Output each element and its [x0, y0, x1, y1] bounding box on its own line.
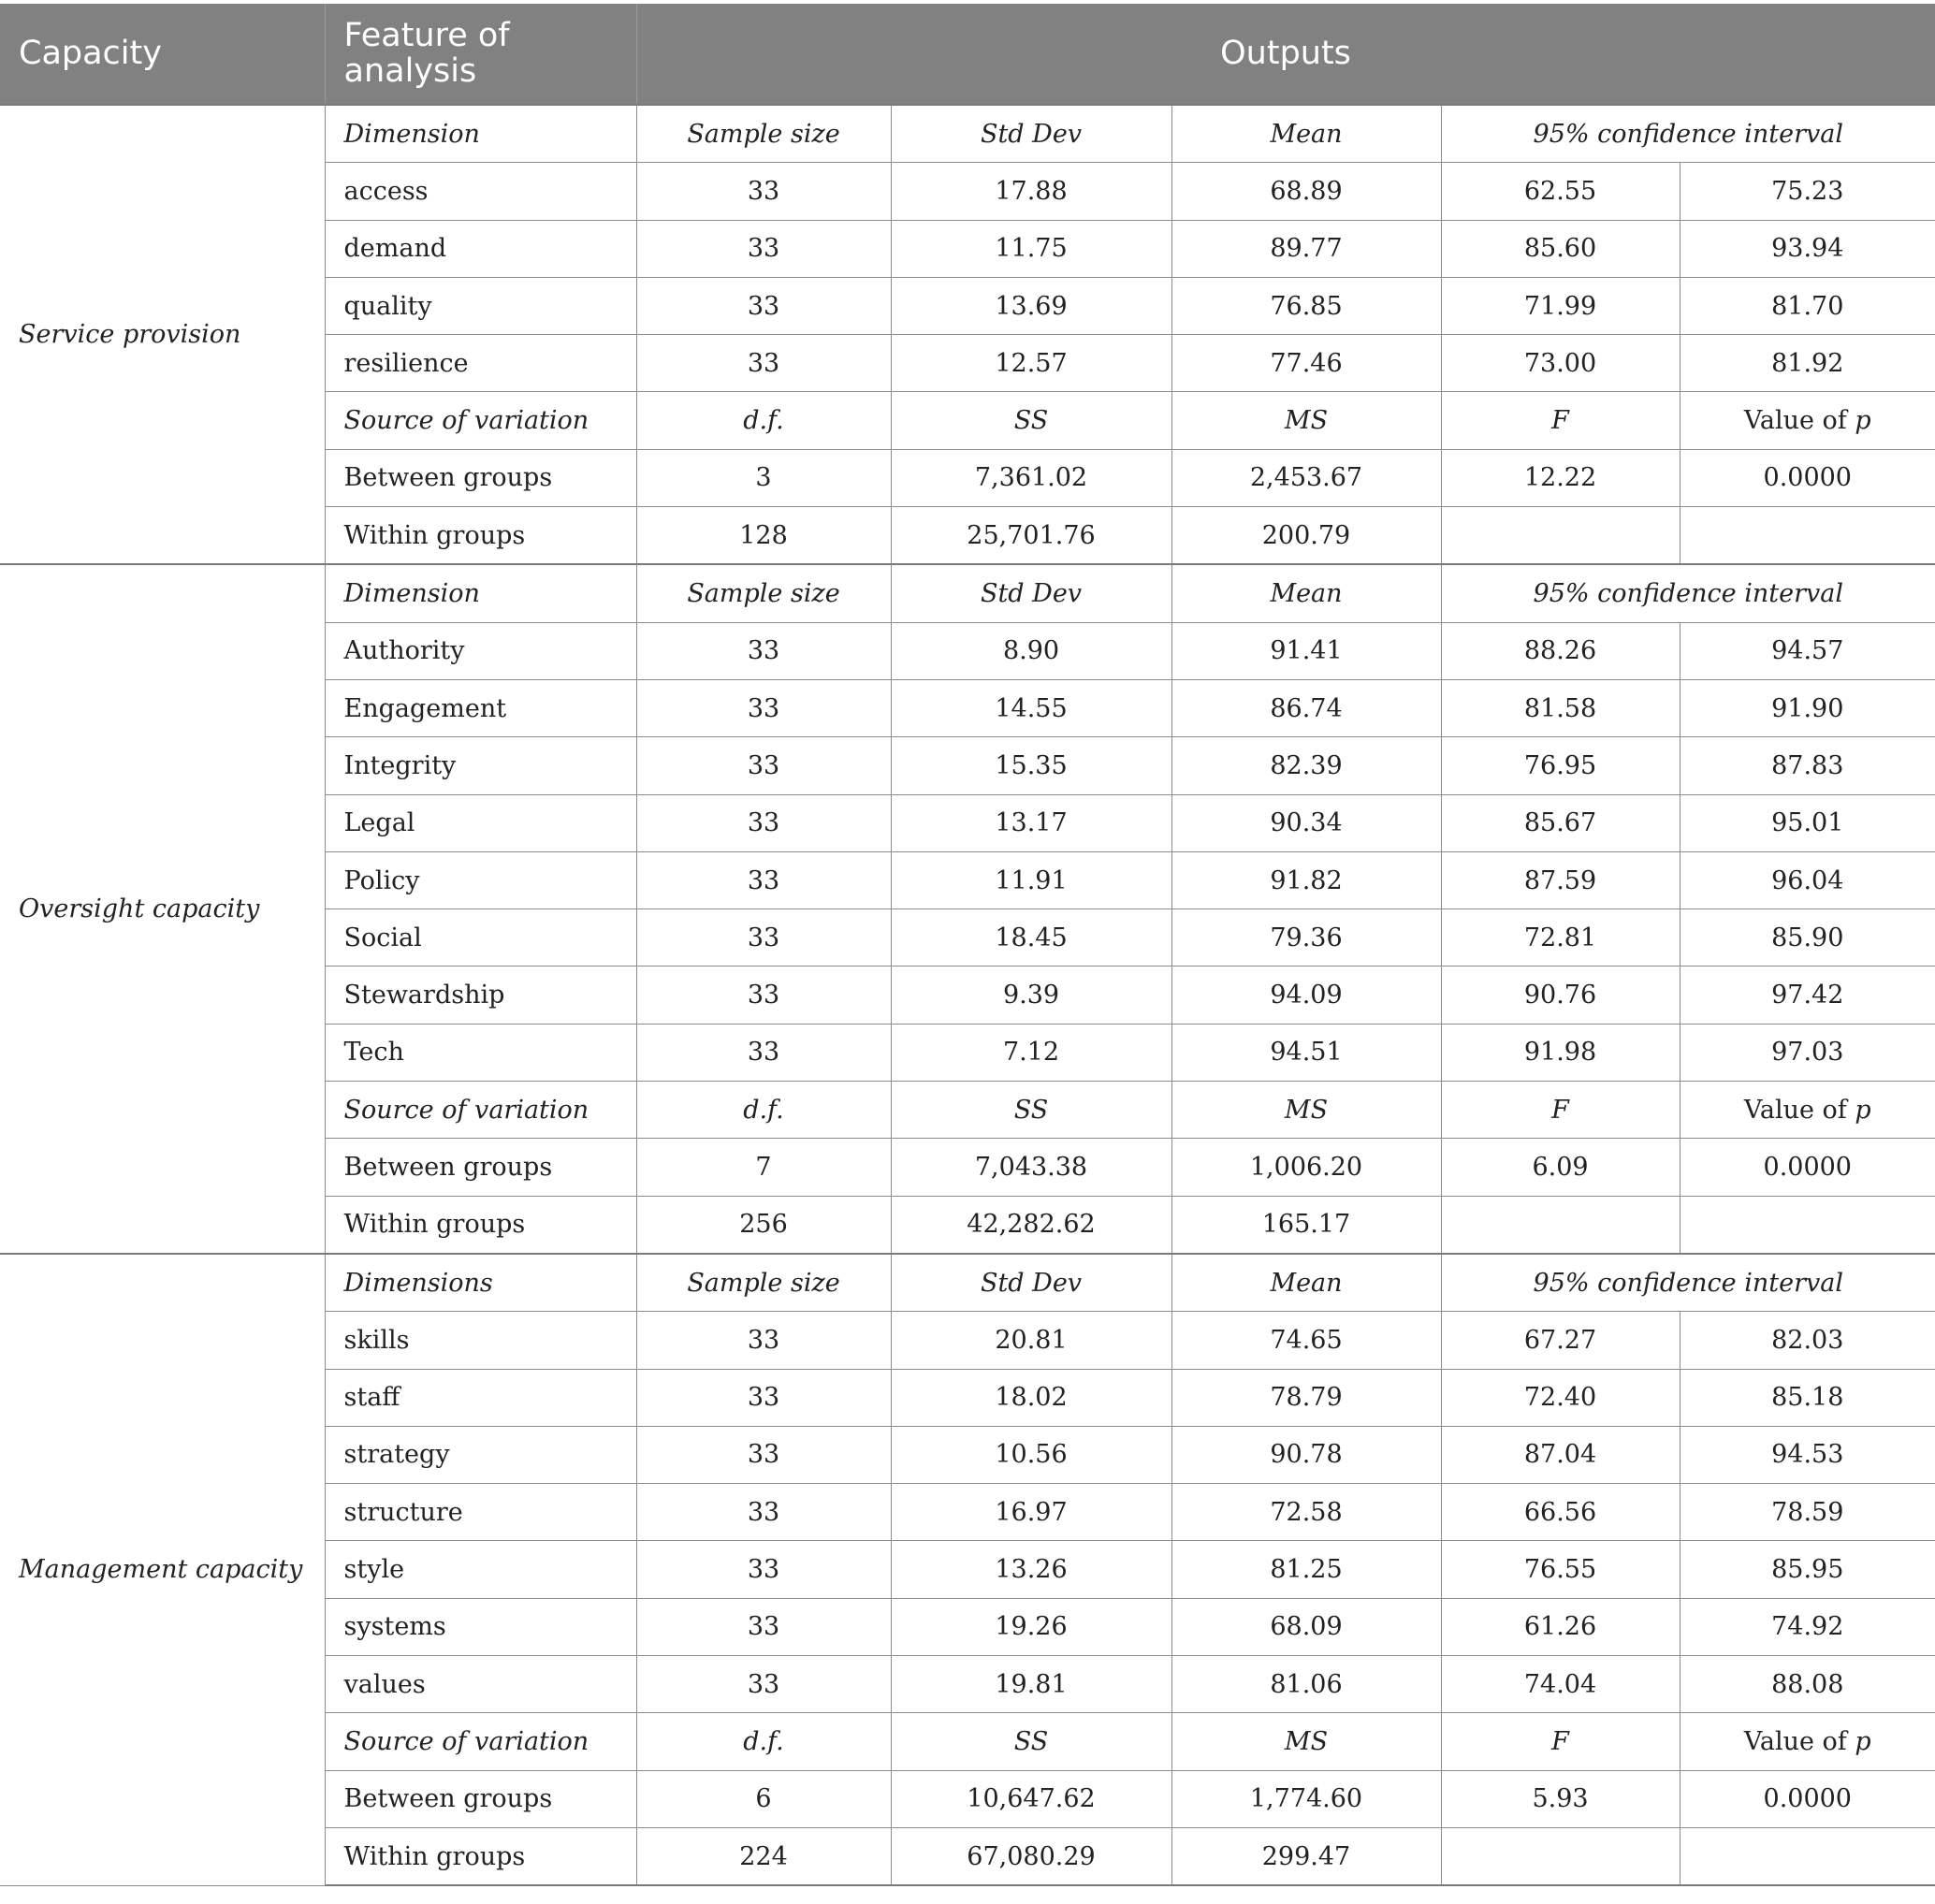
- std-dev-cell: 17.88: [891, 163, 1171, 220]
- mean-cell: 81.06: [1171, 1656, 1441, 1713]
- source-of-variation-header: Source of variation: [325, 1713, 636, 1770]
- confidence-interval-header: 95% confidence interval: [1441, 1254, 1935, 1312]
- between-ss-cell: 7,361.02: [891, 449, 1171, 506]
- within-f-cell-empty: [1441, 1827, 1680, 1885]
- std-dev-cell: 15.35: [891, 737, 1171, 794]
- std-dev-cell: 16.97: [891, 1484, 1171, 1541]
- f-header: F: [1441, 1082, 1680, 1139]
- ci-lower-cell: 88.26: [1441, 622, 1680, 679]
- dimension-label: demand: [325, 220, 636, 277]
- std-dev-cell: 19.26: [891, 1598, 1171, 1655]
- dimension-header-row: [0, 105, 1935, 163]
- std-dev-cell: 13.69: [891, 277, 1171, 334]
- dimension-header-label: Dimension: [325, 105, 636, 163]
- std-dev-header: Std Dev: [891, 1254, 1171, 1312]
- between-p-cell: 0.0000: [1680, 1139, 1935, 1196]
- within-ss-cell: 67,080.29: [891, 1827, 1171, 1885]
- ci-upper-cell: 91.90: [1680, 679, 1935, 736]
- mean-cell: 68.09: [1171, 1598, 1441, 1655]
- std-dev-cell: 10.56: [891, 1426, 1171, 1483]
- ci-upper-cell: 94.53: [1680, 1426, 1935, 1483]
- dimension-label: access: [325, 163, 636, 220]
- mean-cell: 74.65: [1171, 1312, 1441, 1369]
- ci-upper-cell: 93.94: [1680, 220, 1935, 277]
- std-dev-header: Std Dev: [891, 105, 1171, 163]
- ss-header: SS: [891, 1713, 1171, 1770]
- within-p-cell-empty: [1680, 1827, 1935, 1885]
- within-df-cell: 224: [636, 1827, 891, 1885]
- ci-lower-cell: 76.55: [1441, 1541, 1680, 1598]
- ci-upper-cell: 82.03: [1680, 1312, 1935, 1369]
- source-of-variation-header: Source of variation: [325, 392, 636, 449]
- anova-table: [0, 4, 1935, 1886]
- ci-lower-cell: 62.55: [1441, 163, 1680, 220]
- between-groups-label: Between groups: [325, 1770, 636, 1827]
- ci-lower-cell: 81.58: [1441, 679, 1680, 736]
- sample-size-cell: 33: [636, 794, 891, 851]
- mean-cell: 76.85: [1171, 277, 1441, 334]
- std-dev-header: Std Dev: [891, 564, 1171, 622]
- mean-cell: 79.36: [1171, 909, 1441, 967]
- ms-header: MS: [1171, 392, 1441, 449]
- sample-size-cell: 33: [636, 909, 891, 967]
- between-p-cell: 0.0000: [1680, 1770, 1935, 1827]
- sample-size-cell: 33: [636, 335, 891, 392]
- mean-cell: 90.34: [1171, 794, 1441, 851]
- sample-size-header: Sample size: [636, 105, 891, 163]
- std-dev-cell: 7.12: [891, 1024, 1171, 1081]
- sample-size-cell: 33: [636, 622, 891, 679]
- header-feature-of-analysis: Feature of analysis: [325, 4, 636, 105]
- between-f-cell: 12.22: [1441, 449, 1680, 506]
- p-value-header: [1680, 1082, 1935, 1139]
- dimension-label: Stewardship: [325, 967, 636, 1024]
- mean-cell: 68.89: [1171, 163, 1441, 220]
- ms-header: MS: [1171, 1082, 1441, 1139]
- within-f-cell-empty: [1441, 507, 1680, 565]
- ci-lower-cell: 67.27: [1441, 1312, 1680, 1369]
- ss-header: SS: [891, 1082, 1171, 1139]
- mean-header: Mean: [1171, 105, 1441, 163]
- within-groups-label: Within groups: [325, 1827, 636, 1885]
- std-dev-cell: 18.02: [891, 1369, 1171, 1426]
- ci-lower-cell: 85.60: [1441, 220, 1680, 277]
- table-header-row: [0, 4, 1935, 105]
- mean-cell: 90.78: [1171, 1426, 1441, 1483]
- dimension-header-row: [0, 564, 1935, 622]
- ci-upper-cell: 85.18: [1680, 1369, 1935, 1426]
- dimension-label: Tech: [325, 1024, 636, 1081]
- mean-cell: 91.82: [1171, 851, 1441, 908]
- mean-cell: 94.09: [1171, 967, 1441, 1024]
- mean-cell: 77.46: [1171, 335, 1441, 392]
- f-header: F: [1441, 392, 1680, 449]
- ms-header: MS: [1171, 1713, 1441, 1770]
- within-ms-cell: 165.17: [1171, 1196, 1441, 1254]
- between-ms-cell: 2,453.67: [1171, 449, 1441, 506]
- p-value-header: [1680, 1713, 1935, 1770]
- within-groups-label: Within groups: [325, 1196, 636, 1254]
- df-header: d.f.: [636, 392, 891, 449]
- sample-size-header: Sample size: [636, 1254, 891, 1312]
- std-dev-cell: 11.91: [891, 851, 1171, 908]
- dimension-label: style: [325, 1541, 636, 1598]
- ci-upper-cell: 88.08: [1680, 1656, 1935, 1713]
- ci-upper-cell: 75.23: [1680, 163, 1935, 220]
- dimension-label: Policy: [325, 851, 636, 908]
- dimension-label: Integrity: [325, 737, 636, 794]
- between-ms-cell: 1,006.20: [1171, 1139, 1441, 1196]
- sample-size-cell: 33: [636, 1598, 891, 1655]
- between-groups-label: Between groups: [325, 1139, 636, 1196]
- ci-upper-cell: 81.70: [1680, 277, 1935, 334]
- ci-lower-cell: 85.67: [1441, 794, 1680, 851]
- within-ss-cell: 25,701.76: [891, 507, 1171, 565]
- p-value-header-prefix: Value of: [1743, 1095, 1855, 1125]
- mean-cell: 78.79: [1171, 1369, 1441, 1426]
- ci-lower-cell: 66.56: [1441, 1484, 1680, 1541]
- within-ms-cell: 200.79: [1171, 507, 1441, 565]
- std-dev-cell: 19.81: [891, 1656, 1171, 1713]
- ci-lower-cell: 72.40: [1441, 1369, 1680, 1426]
- dimension-label: Authority: [325, 622, 636, 679]
- sample-size-cell: 33: [636, 1312, 891, 1369]
- ci-lower-cell: 73.00: [1441, 335, 1680, 392]
- within-groups-label: Within groups: [325, 507, 636, 565]
- sample-size-cell: 33: [636, 1369, 891, 1426]
- ci-upper-cell: 87.83: [1680, 737, 1935, 794]
- mean-cell: 91.41: [1171, 622, 1441, 679]
- ci-upper-cell: 78.59: [1680, 1484, 1935, 1541]
- ci-upper-cell: 85.95: [1680, 1541, 1935, 1598]
- mean-cell: 81.25: [1171, 1541, 1441, 1598]
- ci-upper-cell: 97.42: [1680, 967, 1935, 1024]
- mean-cell: 94.51: [1171, 1024, 1441, 1081]
- header-capacity: Capacity: [0, 4, 325, 105]
- dimension-label: quality: [325, 277, 636, 334]
- std-dev-cell: 13.17: [891, 794, 1171, 851]
- dimension-label: Legal: [325, 794, 636, 851]
- ss-header: SS: [891, 392, 1171, 449]
- between-ss-cell: 10,647.62: [891, 1770, 1171, 1827]
- within-df-cell: 128: [636, 507, 891, 565]
- sample-size-cell: 33: [636, 277, 891, 334]
- sample-size-cell: 33: [636, 1426, 891, 1483]
- ci-upper-cell: 81.92: [1680, 335, 1935, 392]
- mean-cell: 89.77: [1171, 220, 1441, 277]
- ci-upper-cell: 74.92: [1680, 1598, 1935, 1655]
- std-dev-cell: 9.39: [891, 967, 1171, 1024]
- sample-size-cell: 33: [636, 220, 891, 277]
- std-dev-cell: 11.75: [891, 220, 1171, 277]
- header-outputs: Outputs: [636, 4, 1935, 105]
- dimension-label: staff: [325, 1369, 636, 1426]
- between-f-cell: 6.09: [1441, 1139, 1680, 1196]
- dimension-label: Engagement: [325, 679, 636, 736]
- ci-lower-cell: 91.98: [1441, 1024, 1680, 1081]
- between-f-cell: 5.93: [1441, 1770, 1680, 1827]
- within-p-cell-empty: [1680, 507, 1935, 565]
- sample-size-cell: 33: [636, 737, 891, 794]
- std-dev-cell: 18.45: [891, 909, 1171, 967]
- within-df-cell: 256: [636, 1196, 891, 1254]
- within-p-cell-empty: [1680, 1196, 1935, 1254]
- f-header: F: [1441, 1713, 1680, 1770]
- capacity-cell: Management capacity: [0, 1254, 325, 1885]
- ci-lower-cell: 76.95: [1441, 737, 1680, 794]
- between-ms-cell: 1,774.60: [1171, 1770, 1441, 1827]
- dimension-label: resilience: [325, 335, 636, 392]
- mean-header: Mean: [1171, 1254, 1441, 1312]
- between-df-cell: 6: [636, 1770, 891, 1827]
- sample-size-cell: 33: [636, 1484, 891, 1541]
- ci-lower-cell: 90.76: [1441, 967, 1680, 1024]
- sample-size-cell: 33: [636, 1541, 891, 1598]
- ci-lower-cell: 71.99: [1441, 277, 1680, 334]
- dimension-label: structure: [325, 1484, 636, 1541]
- p-value-header: [1680, 392, 1935, 449]
- ci-upper-cell: 97.03: [1680, 1024, 1935, 1081]
- p-value-header-variable: p: [1855, 1726, 1871, 1756]
- capacity-cell: Service provision: [0, 105, 325, 564]
- confidence-interval-header: 95% confidence interval: [1441, 105, 1935, 163]
- source-of-variation-header: Source of variation: [325, 1082, 636, 1139]
- ci-upper-cell: 94.57: [1680, 622, 1935, 679]
- confidence-interval-header: 95% confidence interval: [1441, 564, 1935, 622]
- mean-header: Mean: [1171, 564, 1441, 622]
- between-groups-label: Between groups: [325, 449, 636, 506]
- ci-lower-cell: 87.04: [1441, 1426, 1680, 1483]
- capacity-cell: Oversight capacity: [0, 564, 325, 1254]
- sample-size-cell: 33: [636, 967, 891, 1024]
- sample-size-cell: 33: [636, 163, 891, 220]
- ci-upper-cell: 85.90: [1680, 909, 1935, 967]
- p-value-header-variable: p: [1855, 406, 1871, 436]
- std-dev-cell: 13.26: [891, 1541, 1171, 1598]
- sample-size-cell: 33: [636, 1024, 891, 1081]
- dimension-label: skills: [325, 1312, 636, 1369]
- p-value-header-variable: p: [1855, 1095, 1871, 1125]
- within-f-cell-empty: [1441, 1196, 1680, 1254]
- std-dev-cell: 12.57: [891, 335, 1171, 392]
- p-value-header-prefix: Value of: [1743, 1726, 1855, 1756]
- sample-size-cell: 33: [636, 851, 891, 908]
- sample-size-header: Sample size: [636, 564, 891, 622]
- dimension-label: systems: [325, 1598, 636, 1655]
- std-dev-cell: 8.90: [891, 622, 1171, 679]
- ci-upper-cell: 95.01: [1680, 794, 1935, 851]
- p-value-header-prefix: Value of: [1743, 406, 1855, 436]
- between-df-cell: 7: [636, 1139, 891, 1196]
- dimension-header-label: Dimension: [325, 564, 636, 622]
- df-header: d.f.: [636, 1082, 891, 1139]
- mean-cell: 86.74: [1171, 679, 1441, 736]
- within-ms-cell: 299.47: [1171, 1827, 1441, 1885]
- mean-cell: 82.39: [1171, 737, 1441, 794]
- ci-lower-cell: 87.59: [1441, 851, 1680, 908]
- dimension-header-label: Dimensions: [325, 1254, 636, 1312]
- between-df-cell: 3: [636, 449, 891, 506]
- table-body: [0, 105, 1935, 1885]
- dimension-label: Social: [325, 909, 636, 967]
- dimension-label: values: [325, 1656, 636, 1713]
- ci-lower-cell: 72.81: [1441, 909, 1680, 967]
- ci-lower-cell: 74.04: [1441, 1656, 1680, 1713]
- within-ss-cell: 42,282.62: [891, 1196, 1171, 1254]
- dimension-header-row: [0, 1254, 1935, 1312]
- ci-upper-cell: 96.04: [1680, 851, 1935, 908]
- ci-lower-cell: 61.26: [1441, 1598, 1680, 1655]
- sample-size-cell: 33: [636, 679, 891, 736]
- std-dev-cell: 20.81: [891, 1312, 1171, 1369]
- sample-size-cell: 33: [636, 1656, 891, 1713]
- between-ss-cell: 7,043.38: [891, 1139, 1171, 1196]
- df-header: d.f.: [636, 1713, 891, 1770]
- dimension-label: strategy: [325, 1426, 636, 1483]
- between-p-cell: 0.0000: [1680, 449, 1935, 506]
- std-dev-cell: 14.55: [891, 679, 1171, 736]
- mean-cell: 72.58: [1171, 1484, 1441, 1541]
